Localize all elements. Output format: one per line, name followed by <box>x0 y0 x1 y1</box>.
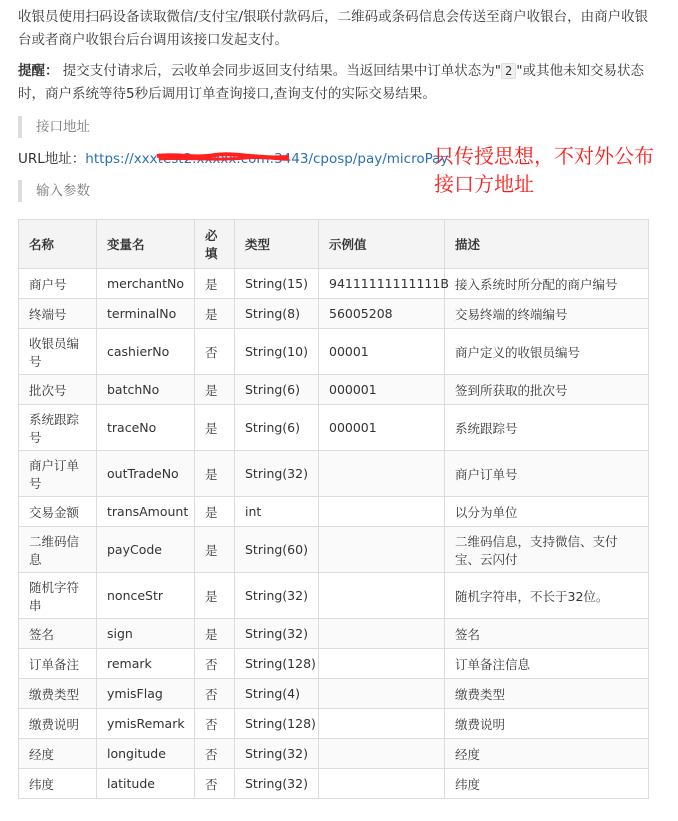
tip-label: 提醒： <box>18 63 59 79</box>
cell-name: 系统跟踪号 <box>19 405 97 451</box>
cell-example <box>319 709 445 739</box>
cell-required: 否 <box>195 649 235 679</box>
table-row <box>19 619 649 649</box>
cell-variable: batchNo <box>97 375 195 405</box>
cell-name: 二维码信息 <box>19 527 97 573</box>
cell-example: 000001 <box>319 375 445 405</box>
cell-type: int <box>235 497 319 527</box>
cell-required: 是 <box>195 375 235 405</box>
url-label: URL地址： <box>18 151 86 167</box>
cell-example <box>319 649 445 679</box>
col-header-variable: 变量名 <box>97 220 195 269</box>
cell-required: 是 <box>195 497 235 527</box>
cell-variable: transAmount <box>97 497 195 527</box>
table-row <box>19 573 649 619</box>
cell-example: 56005208 <box>319 299 445 329</box>
cell-example: 000001 <box>319 405 445 451</box>
cell-variable: payCode <box>97 527 195 573</box>
cell-name: 纬度 <box>19 769 97 799</box>
cell-name: 收银员编号 <box>19 329 97 375</box>
cell-example <box>319 573 445 619</box>
cell-name: 商户订单号 <box>19 451 97 497</box>
cell-name: 批次号 <box>19 375 97 405</box>
cell-required: 否 <box>195 679 235 709</box>
cell-type: String(128) <box>235 649 319 679</box>
col-header-name: 名称 <box>19 220 97 269</box>
table-row <box>19 527 649 573</box>
cell-name: 签名 <box>19 619 97 649</box>
cell-description: 缴费类型 <box>445 679 649 709</box>
cell-name: 商户号 <box>19 269 97 299</box>
status-code: 2 <box>501 63 516 79</box>
cell-type: String(32) <box>235 769 319 799</box>
cell-variable: longitude <box>97 739 195 769</box>
table-row <box>19 269 649 299</box>
table-row <box>19 497 649 527</box>
cell-description: 签名 <box>445 619 649 649</box>
cell-description: 接入系统时所分配的商户编号 <box>445 269 649 299</box>
cell-type: String(6) <box>235 405 319 451</box>
cell-name: 随机字符串 <box>19 573 97 619</box>
section-heading-address: 接口地址 <box>18 116 90 138</box>
cell-required: 是 <box>195 269 235 299</box>
cell-type: String(32) <box>235 451 319 497</box>
cell-type: String(32) <box>235 619 319 649</box>
table-row <box>19 769 649 799</box>
cell-type: String(32) <box>235 573 319 619</box>
cell-name: 缴费说明 <box>19 709 97 739</box>
cell-name: 订单备注 <box>19 649 97 679</box>
cell-required: 否 <box>195 769 235 799</box>
cell-type: String(32) <box>235 739 319 769</box>
cell-required: 是 <box>195 527 235 573</box>
cell-type: String(4) <box>235 679 319 709</box>
api-url-link[interactable] <box>85 151 448 167</box>
cell-name: 交易金额 <box>19 497 97 527</box>
cell-type: String(128) <box>235 709 319 739</box>
params-table <box>18 219 649 799</box>
cell-variable: latitude <box>97 769 195 799</box>
url-line <box>18 148 448 170</box>
url-part-hidden: xxxtest2.xxxxx.com:3443 <box>133 151 309 167</box>
cell-variable: terminalNo <box>97 299 195 329</box>
cell-name: 缴费类型 <box>19 679 97 709</box>
cell-variable: cashierNo <box>97 329 195 375</box>
cell-example <box>319 769 445 799</box>
cell-required: 是 <box>195 573 235 619</box>
table-header-row <box>19 220 649 269</box>
cell-variable: traceNo <box>97 405 195 451</box>
cell-description: 商户订单号 <box>445 451 649 497</box>
url-part-path: /cposp/pay/microPay <box>308 151 449 167</box>
col-header-description: 描述 <box>445 220 649 269</box>
cell-variable: merchantNo <box>97 269 195 299</box>
intro-paragraph: 收银员使用扫码设备读取微信/支付宝/银联付款码后，二维码或条码信息会传送至商户收银台，由商户收银台或者商户收银台后台调用该接口发起支付。 <box>18 9 649 48</box>
table-row <box>19 299 649 329</box>
col-header-required: 必填 <box>195 220 235 269</box>
cell-description: 二维码信息，支持微信、支付宝、云闪付 <box>445 527 649 573</box>
cell-required: 否 <box>195 709 235 739</box>
table-row <box>19 649 649 679</box>
col-header-example: 示例值 <box>319 220 445 269</box>
annotation-note: 只传授思想，不对外公布接口方地址 <box>434 144 654 196</box>
cell-required: 是 <box>195 619 235 649</box>
cell-type: String(6) <box>235 375 319 405</box>
tip-text-after: "或其他未知交易状态时，商户系统等待5秒后调用订单查询接口,查询支付的实际交易结果。 <box>18 63 644 102</box>
tip-paragraph <box>18 60 658 106</box>
cell-variable: ymisFlag <box>97 679 195 709</box>
url-part-scheme: https:// <box>85 151 134 167</box>
cell-description: 缴费说明 <box>445 709 649 739</box>
cell-description: 经度 <box>445 739 649 769</box>
cell-variable: ymisRemark <box>97 709 195 739</box>
cell-type: String(15) <box>235 269 319 299</box>
cell-example <box>319 497 445 527</box>
cell-description: 纬度 <box>445 769 649 799</box>
cell-example: 00001 <box>319 329 445 375</box>
table-row <box>19 739 649 769</box>
table-row <box>19 709 649 739</box>
cell-description: 以分为单位 <box>445 497 649 527</box>
cell-example <box>319 679 445 709</box>
table-row <box>19 375 649 405</box>
cell-type: String(60) <box>235 527 319 573</box>
table-row <box>19 329 649 375</box>
col-header-type: 类型 <box>235 220 319 269</box>
cell-description: 订单备注信息 <box>445 649 649 679</box>
cell-required: 是 <box>195 451 235 497</box>
cell-required: 否 <box>195 739 235 769</box>
section-heading-params: 输入参数 <box>18 180 90 202</box>
table-row <box>19 405 649 451</box>
cell-variable: outTradeNo <box>97 451 195 497</box>
redaction-scribble <box>155 149 291 165</box>
cell-name: 经度 <box>19 739 97 769</box>
cell-example: 94111111111111B <box>319 269 445 299</box>
table-row <box>19 451 649 497</box>
cell-variable: remark <box>97 649 195 679</box>
cell-description: 系统跟踪号 <box>445 405 649 451</box>
cell-description: 签到所获取的批次号 <box>445 375 649 405</box>
cell-description: 商户定义的收银员编号 <box>445 329 649 375</box>
cell-variable: nonceStr <box>97 573 195 619</box>
cell-type: String(8) <box>235 299 319 329</box>
cell-example <box>319 619 445 649</box>
cell-required: 是 <box>195 405 235 451</box>
cell-example <box>319 527 445 573</box>
cell-required: 否 <box>195 329 235 375</box>
cell-example <box>319 739 445 769</box>
cell-required: 是 <box>195 299 235 329</box>
cell-variable: sign <box>97 619 195 649</box>
cell-type: String(10) <box>235 329 319 375</box>
tip-text-before: 提交支付请求后，云收单会同步返回支付结果。当返回结果中订单状态为" <box>62 63 502 79</box>
cell-description: 交易终端的终端编号 <box>445 299 649 329</box>
table-row <box>19 679 649 709</box>
cell-name: 终端号 <box>19 299 97 329</box>
cell-description: 随机字符串，不长于32位。 <box>445 573 649 619</box>
cell-example <box>319 451 445 497</box>
